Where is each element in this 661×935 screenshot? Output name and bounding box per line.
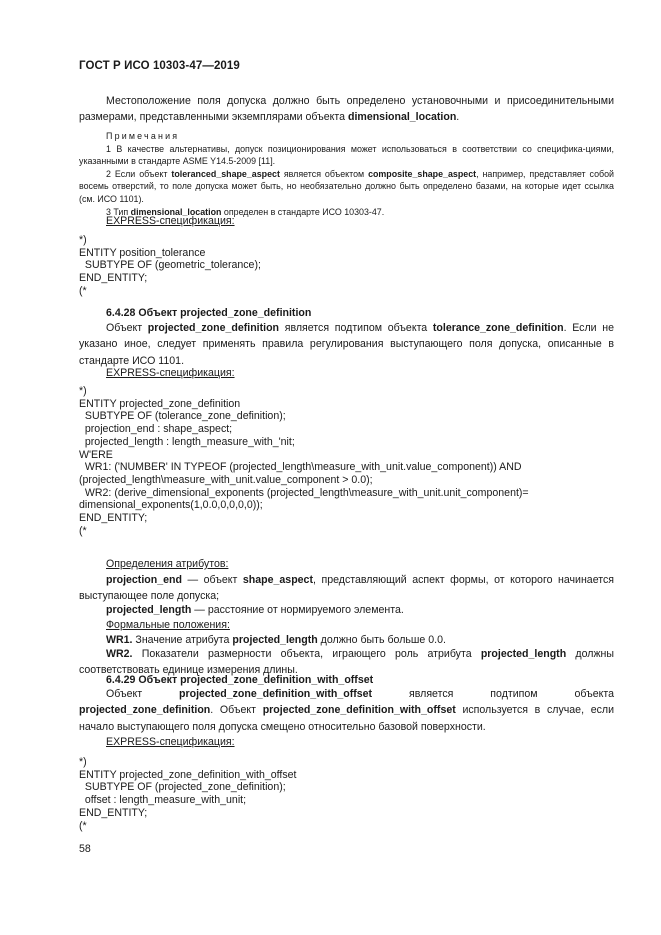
section-heading-6-4-28: 6.4.28 Объект projected_zone_definition: [106, 307, 312, 319]
text-run: используется в случае, если начало выступающего поля допуска смещено относительно базовой поверхности.: [79, 704, 615, 733]
express-label-text: EXPRESS-спецификация:: [106, 367, 235, 379]
express-label-text: EXPRESS-спецификация:: [106, 215, 235, 227]
text-run: должно быть больше 0.0.: [317, 634, 446, 646]
entity-ref: dimensional_location: [130, 206, 222, 217]
notes-title: Примечания: [106, 131, 180, 141]
text-run: является подтипом объекта: [372, 688, 614, 700]
text-run: является подтипом объекта: [279, 322, 433, 334]
express-label-2: [79, 365, 614, 381]
intro-paragraph: [79, 93, 614, 126]
express-code-3: *) ENTITY projected_zone_definition_with_offset SUBTYPE OF (projected_zone_definition); offset : length_measure_with_unit; END_ENTITY; (*: [79, 756, 297, 832]
formal-label-text: Формальные положения:: [106, 619, 230, 631]
note-1: 1 В качестве альтернативы, допуск позиционирования может использоваться в соответствии со специфика-циями, указанными в стандарте ASME Y14.5-2009 [11].: [79, 143, 614, 167]
entity-ref: shape_aspect: [242, 574, 313, 586]
express-label-3: [79, 734, 614, 750]
entity-ref: projected_zone_definition_with_offset: [262, 704, 456, 717]
notes-block: [79, 130, 614, 218]
text-run: Объект: [106, 688, 180, 700]
text-run: определен в стандарте ИСО 10303-47.: [221, 206, 385, 217]
entity-ref: projected_zone_definition_with_offset: [179, 688, 373, 700]
text-run: .: [456, 111, 460, 124]
attribute-projected-length: [79, 602, 614, 618]
text-run: Показатели размерности объекта, играющего роль атрибута: [132, 648, 481, 660]
attributes-label: [79, 556, 614, 572]
text-run: Объект: [106, 322, 148, 334]
text-run: , например, представляет собой восемь отверстий, то поле допуска может быть, но необязательно должно быть определено базами, на которые идет ссылка (см. ИСО 1101).: [79, 168, 614, 204]
text-run: , представляющий аспект формы, от которого начинается выступающее поле допуска;: [79, 574, 615, 603]
text-run: — объект: [181, 574, 243, 586]
rule-id: WR2.: [106, 648, 133, 660]
text-run: должны соответствовать единице измерения длины.: [79, 648, 614, 677]
text-run: Значение атрибута: [132, 634, 233, 646]
text-run: — расстояние от нормируемого элемента.: [191, 604, 404, 616]
page-number: 58: [79, 843, 91, 855]
text-run: является объектом: [279, 168, 369, 179]
entity-ref: composite_shape_aspect: [368, 168, 477, 179]
express-code-1: *) ENTITY position_tolerance SUBTYPE OF (geometric_tolerance); END_ENTITY; (*: [79, 234, 261, 297]
entity-ref: projected_zone_definition: [79, 704, 211, 717]
attribute-name: projected_length: [106, 604, 192, 616]
attribute-name: projected_length: [480, 648, 567, 660]
entity-ref: projected_zone_definition: [147, 322, 280, 334]
entity-ref: tolerance_zone_definition: [432, 322, 564, 334]
attributes-label-text: Определения атрибутов:: [106, 558, 229, 570]
express-label-text: EXPRESS-спецификация:: [106, 736, 235, 748]
text-run: 3 Тип: [106, 206, 131, 217]
section-heading-6-4-29: 6.4.29 Объект projected_zone_definition_with_offset: [106, 674, 374, 686]
entity-ref: dimensional_location: [347, 111, 457, 124]
formal-label: [79, 617, 614, 633]
express-label-1: [79, 213, 614, 229]
attribute-name: projection_end: [106, 574, 182, 586]
section-6-4-29-body: [79, 686, 614, 735]
entity-ref: toleranced_shape_aspect: [171, 168, 280, 179]
text-run: . Если не указано иное, следует применять правила регулирования выступающего поля допуска, описанные в стандарте ИСО 1101.: [79, 322, 614, 367]
text-run: . Объект: [210, 704, 263, 717]
section-6-4-28-body: [79, 320, 614, 369]
attribute-name: projected_length: [232, 634, 318, 646]
note-2: [79, 168, 614, 206]
page-header: ГОСТ Р ИСО 10303-47—2019: [79, 60, 240, 72]
text-run: 2 Если объект: [106, 168, 172, 179]
text-run: Местоположение поля допуска должно быть определено установочными и присоединительными размерами, представленными экземплярами объекта: [79, 95, 614, 124]
attribute-projection-end: [79, 572, 614, 605]
express-code-2: *) ENTITY projected_zone_definition SUBTYPE OF (tolerance_zone_definition); projection_end : shape_aspect; projected_length : length_measure_with_'nit; W'ERE WR1: ('NUMBER' IN TYPEOF (projected_length\measure_with_unit.value_component)) AND (projected_length\measure_with_unit.value_component > 0.0); WR2: (derive_dimensional_exponents (projected_length\measure_with_unit.unit_component)= dimensional_exponents(1,0.0,0,0,0,0)); END_ENTITY; (*: [79, 385, 529, 537]
rule-id: WR1.: [106, 634, 133, 646]
